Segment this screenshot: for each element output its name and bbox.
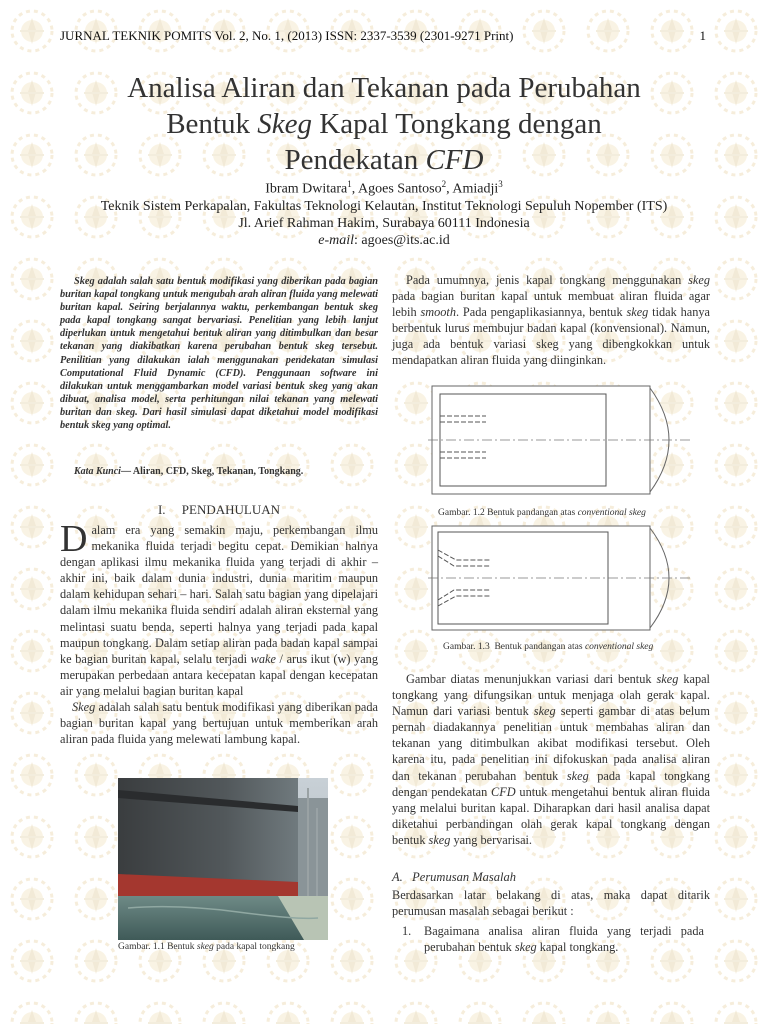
perumusan-intro: Berdasarkan latar belakang di atas, maka dapat ditarik perumusan masalah sebagai berikut : [392,888,710,919]
author-names [0,176,768,198]
figure-1-2-caption [438,508,646,518]
email-line [0,232,768,249]
title-line-2-a: Bentuk [166,108,258,140]
rp2-c: kapal tongkang yang difungsikan untuk menjaga olah gerak kapal. Namun dari variasi bentuk [392,672,710,719]
fig12-caption-a: Gambar. 1.2 Bentuk pandangan atas [438,508,578,518]
rp1-smooth: smooth [420,305,456,320]
abstract: Skeg adalah salah satu bentuk modifikasi yang diberikan pada bagian buritan kapal tongkang untuk mengubah arah aliran fluida yang melewati buritan kapal. Seiring berjalannya waktu, perkembangan bentuk skeg pada kapal tongkang sangat bervariasi. Penelitian yang lebih lanjut diperlukan untuk mengetahui bentuk aliran yang ditimbulkan dan besar tekanan yang diakibatkan karena perubahan bentuk skeg tersebut. Penilitian yang dilakukan ialah menggunakan pendekatan simulasi Computational Fluid Dynamic (CFD). Penggunaan software ini dilakukan untuk menggambarkan model variasi bentuk skeg yang akan dibuat, analisa model, serta perhitungan nilai tekanan yang melewati buritan dan skeg. Dari hasil simulasi dapat diketahui model modifikasi bentuk skeg yang optimal. [60,276,378,432]
author-3: , Amiadji [446,181,499,197]
keywords-text: — Aliran, CFD, Skeg, Tekanan, Tongkang. [120,466,304,477]
rp1-g: tidak hanya berbentuk lurus membujur badan kapal (konvensional). Namun, juga ada bentuk variasi skeg yang dibengkokkan untuk mendapatkan aliran fluida yang diinginkan. [392,305,710,368]
list-item-number: 1. [402,924,412,938]
running-head [60,28,706,44]
intro-p1-text: alam era yang semakin maju, perkembangan ilmu mekanika fluida terjadi begitu cepat. Demikian halnya dengan aplikasi ilmu mekanika fluida yang terjadi di akhir – akhir ini, baik dalam dunia industri, dunia maritim maupun dalam kehidupan sehari – hari. Salah satu bagian yang dipelajari dalam ilmu mekanika fluida sendiri adalah aliran eksternal yang melintasi suatu benda, seperti halnya yang terjadi pada kapal maupun tongkang. Dalam setiap aliran pada badan kapal sampai ke bagian buritan kapal, selalu terjadi [60,523,378,666]
rp2-g: pada kapal tongkang dengan pendekatan [392,768,710,799]
author-1-sup: 1 [347,179,352,189]
fig11-caption-skeg: skeg [196,942,214,952]
title-line-3-cfd: CFD [425,144,484,176]
figure-1-3-caption [443,642,653,652]
author-3-sup: 3 [498,179,503,189]
fig13-caption-a: Gambar. 1.3 Bentuk pandangan atas [443,642,585,652]
title-line-3-a: Pendekatan [284,144,426,176]
title-line-2-c: Kapal Tongkang dengan [312,108,602,140]
item1-skeg: skeg [514,940,537,954]
fig12-caption-b: conventional skeg [577,508,646,518]
keywords-label: Kata Kunci [74,466,121,477]
intro-p2-skeg: Skeg [72,700,96,715]
fig11-caption-a: Gambar. 1.1 Bentuk [118,942,197,952]
address: Jl. Arief Rahman Hakim, Surabaya 60111 Indonesia [238,215,530,231]
intro-paragraph-1 [60,518,378,699]
rp2-cfd: CFD [491,784,516,799]
item1-a: Bagaimana analisa aliran fluida yang terjadi pada perubahan bentuk [424,924,704,954]
intro-p1-wake: wake [250,651,276,666]
intro-p2-text: adalah salah satu bentuk modifikasi yang diberikan pada bagian buritan kapal yang bertujuan untuk memberikan arah aliran pada fluida yang melewati lambung kapal. [60,700,378,747]
rp2-i: untuk mengetahui bentuk aliran fluida yang melalui buritan kapal. Diharapkan dari hasil analisa dapat diketahui perbandingan olah gerak kapal tongkang dengan bentuk [392,784,711,847]
rp2-e: seperti gambar di atas belum pernah diadakannya penelitian untuk membahas aliran dan tekanan yang ditimbulkan akibat modifikasi tersebut. Oleh karena itu, pada penelitian ini difokuskan pada analisa aliran dan tekanan perubahan bentuk [392,704,710,783]
affiliation: Teknik Sistem Perkapalan, Fakultas Teknologi Kelautan, Institut Teknologi Sepuluh Nopember (ITS) [100,198,668,214]
figure-1-1-caption [118,942,295,952]
figure-1-3-drawing [428,522,690,634]
rp2-skeg-2: skeg [533,704,556,719]
subsection-heading-perumusan: A. Perumusan Masalah [392,870,516,884]
rp2-skeg: skeg [656,672,679,686]
email-address: : agoes@its.ac.id [354,232,450,248]
right-paragraph-2 [392,671,710,848]
author-1: Ibram Dwitara [265,181,348,197]
rp1-c: pada bagian buritan kapal untuk membuat aliran fluida agar lebih [392,289,710,320]
email-label: e-mail [318,232,355,248]
perumusan-list [392,923,710,955]
rp2-skeg-3: skeg [566,768,589,783]
author-2-sup: 2 [441,179,447,189]
title-line-1: Analisa Aliran dan Tekanan pada Perubahan [127,72,641,104]
rp1-a: Pada umumnya, jenis kapal tongkang menggunakan [406,273,689,287]
journal-citation: JURNAL TEKNIK POMITS Vol. 2, No. 1, (2013) ISSN: 2337-3539 (2301-9271 Print) [60,28,514,43]
fig11-caption-c: pada kapal tongkang [213,942,295,952]
figure-1-2-drawing [428,382,690,500]
rp1-skeg: skeg [688,273,710,287]
section-1-body [60,518,378,747]
page-number: 1 [699,28,706,43]
right-paragraph-1 [392,272,710,369]
list-item [392,923,710,955]
title-line-2-skeg: Skeg [257,108,312,140]
rp2-k: yang bervarisai. [450,832,533,847]
item1-c: kapal tongkang. [536,940,619,954]
list-item-text [424,923,704,955]
drop-cap: D [60,518,88,560]
barge-skeg-photo [118,778,328,940]
rp1-e: . Pada pengaplikasiannya, bentuk [455,305,627,320]
keywords [60,466,378,477]
rp2-a: Gambar diatas menunjukkan variasi dari bentuk [406,672,657,686]
rp2-skeg-4: skeg [428,832,451,847]
fig13-caption-b: conventional skeg [584,642,654,652]
intro-p1-end: / arus ikut (w) yang merupakan perbedaan antara kecepatan kapal dengan kecepatan air yang melalui bagian buritan kapal [60,651,378,698]
rp1-skeg-2: skeg [626,305,649,320]
paper-title [40,70,728,178]
author-2: , Agoes Santoso [351,181,442,197]
author-block [0,176,768,249]
section-heading-pendahuluan: I. PENDAHULUAN [157,502,281,517]
intro-paragraph-2 [60,699,378,747]
